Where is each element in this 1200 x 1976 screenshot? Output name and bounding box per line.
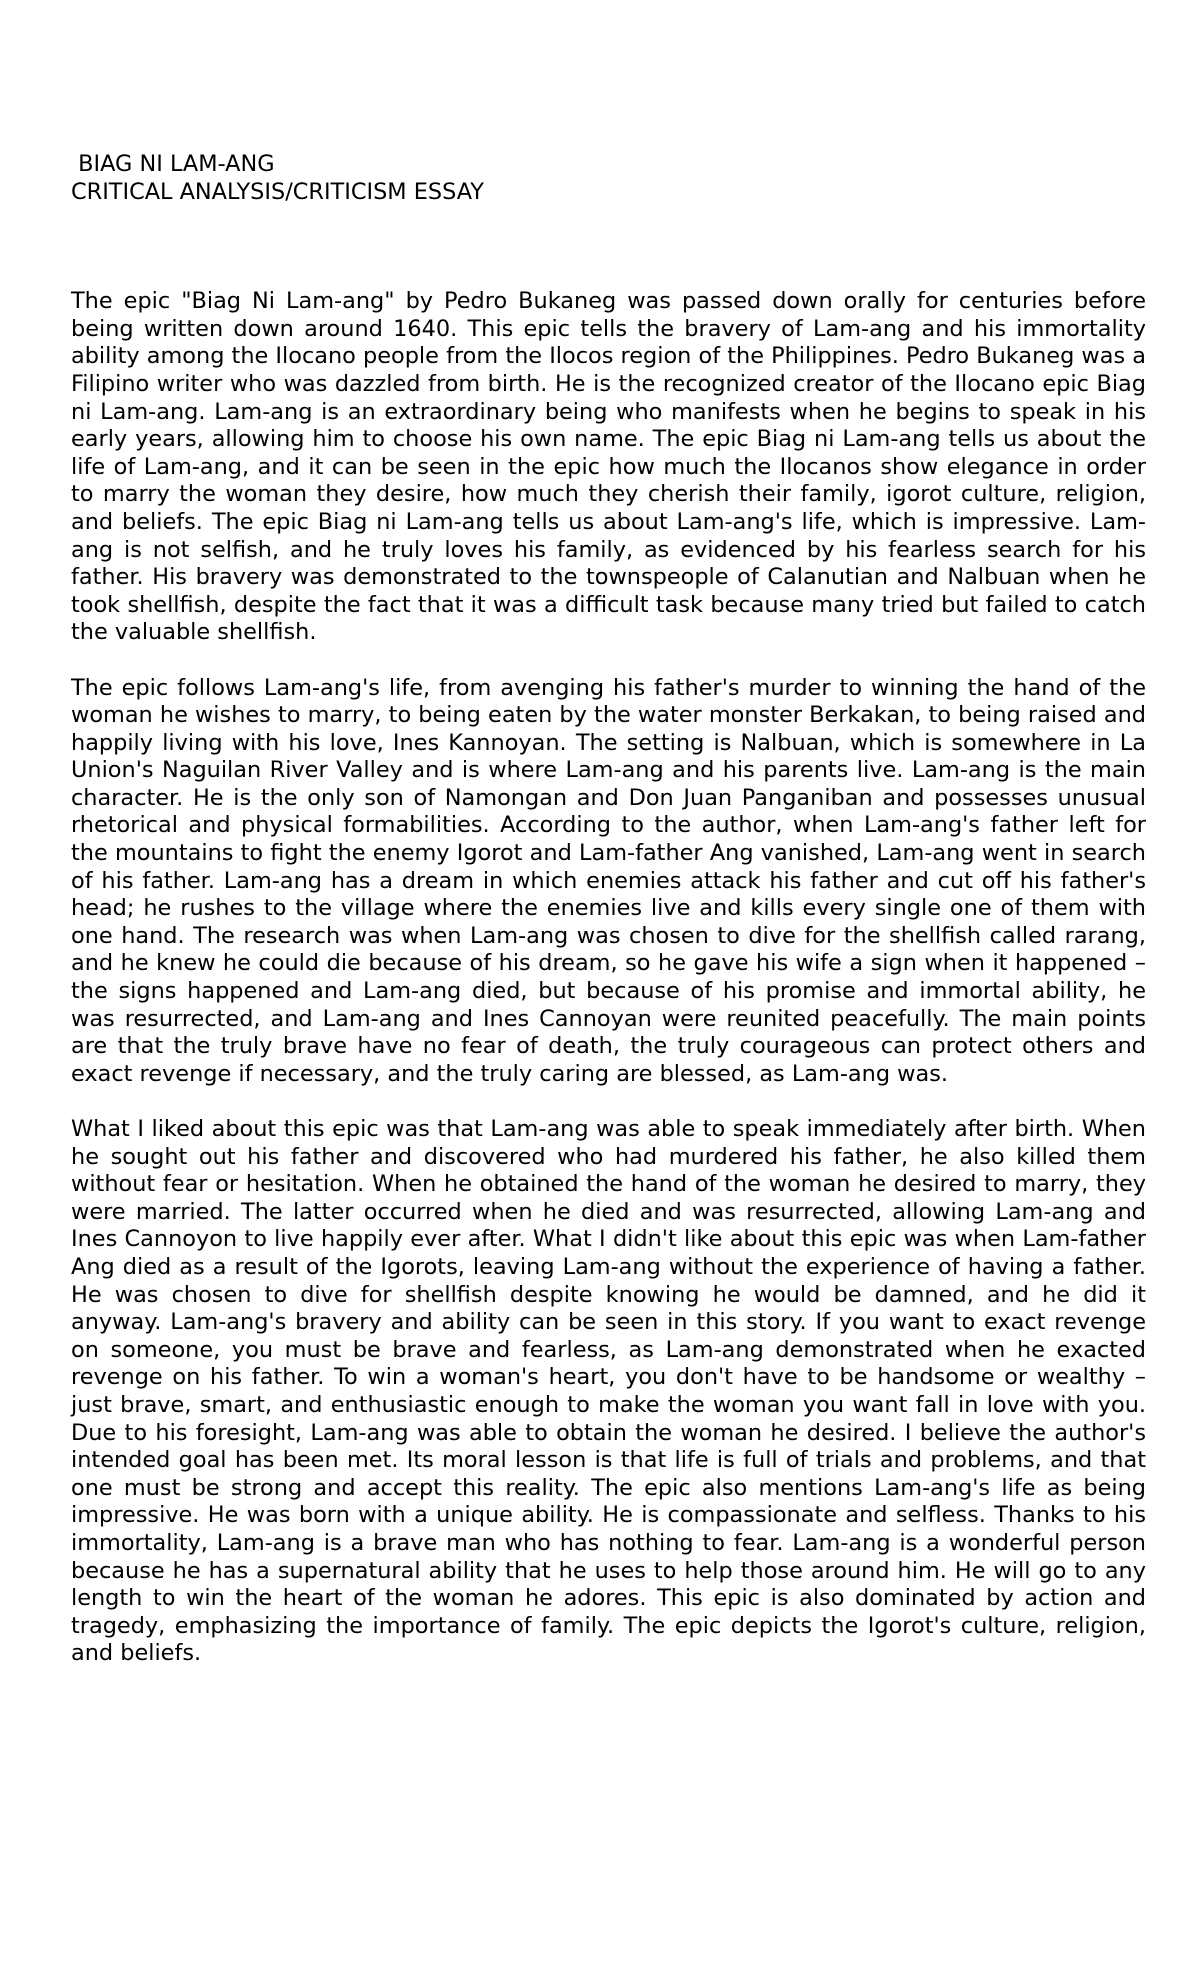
paragraph-2: The epic follows Lam-ang's life, from avenging his father's murder to winning the hand of the woman he wishes to marry, to being eaten by the water monster Berkakan, to being raised and happily living with his love, Ines Kannoyan. The setting is Nalbuan, which is somewhere in La Union's Naguilan River Valley and is where Lam-ang and his parents live. Lam-ang is the main character. He is the only son of Namongan and Don Juan Panganiban and possesses unusual rhetorical and physical formabilities. According to the author, when Lam-ang's father left for the mountains to fight the enemy Igorot and Lam-father Ang vanished, Lam-ang went in search of his father. Lam-ang has a dream in which enemies attack his father and cut off his father's head; he rushes to the village where the enemies live and kills every single one of them with one hand. The research was when Lam-ang was chosen to dive for the shellfish called rarang, and he knew he could die because of his dream, so he gave his wife a sign when it happened – the signs happened and Lam-ang died, but because of his promise and immortal ability, he was resurrected, and Lam-ang and Ines Cannoyan were reunited peacefully. The main points are that the truly brave have no fear of death, the truly courageous can protect others and exact revenge if necessary, and the truly caring are blessed, as Lam-ang was. bbox=[71, 674, 1146, 1087]
document-body bbox=[71, 288, 1146, 1668]
paragraph-3: What I liked about this epic was that Lam-ang was able to speak immediately after birth. When he sought out his father and discovered who had murdered his father, he also killed them without fear or hesitation. When he obtained the hand of the woman he desired to marry, they were married. The latter occurred when he died and was resurrected, allowing Lam-ang and Ines Cannoyon to live happily ever after. What I didn't like about this epic was when Lam-father Ang died as a result of the Igorots, leaving Lam-ang without the experience of having a father. He was chosen to dive for shellfish despite knowing he would be damned, and he did it anyway. Lam-ang's bravery and ability can be seen in this story. If you want to exact revenge on someone, you must be brave and fearless, as Lam-ang demonstrated when he exacted revenge on his father. To win a woman's heart, you don't have to be handsome or wealthy – just brave, smart, and enthusiastic enough to make the woman you want fall in love with you. Due to his foresight, Lam-ang was able to obtain the woman he desired. I believe the author's intended goal has been met. Its moral lesson is that life is full of trials and problems, and that one must be strong and accept this reality. The epic also mentions Lam-ang's life as being impressive. He was born with a unique ability. He is compassionate and selfless. Thanks to his immortality, Lam-ang is a brave man who has nothing to fear. Lam-ang is a wonderful person because he has a supernatural ability that he uses to help those around him. He will go to any length to win the heart of the woman he adores. This epic is also dominated by action and tragedy, emphasizing the importance of family. The epic depicts the Igorot's culture, religion, and beliefs. bbox=[71, 1116, 1146, 1667]
document-title: BIAG NI LAM-ANG bbox=[71, 151, 275, 177]
document-subtitle: CRITICAL ANALYSIS/CRITICISM ESSAY bbox=[71, 178, 484, 205]
paragraph-1: The epic "Biag Ni Lam-ang" by Pedro Bukaneg was passed down orally for centuries before being written down around 1640. This epic tells the bravery of Lam-ang and his immortality ability among the Ilocano people from the Ilocos region of the Philippines. Pedro Bukaneg was a Filipino writer who was dazzled from birth. He is the recognized creator of the Ilocano epic Biag ni Lam-ang. Lam-ang is an extraordinary being who manifests when he begins to speak in his early years, allowing him to choose his own name. The epic Biag ni Lam-ang tells us about the life of Lam-ang, and it can be seen in the epic how much the Ilocanos show elegance in order to marry the woman they desire, how much they cherish their family, igorot culture, religion, and beliefs. The epic Biag ni Lam-ang tells us about Lam-ang's life, which is impressive. Lam-ang is not selfish, and he truly loves his family, as evidenced by his fearless search for his father. His bravery was demonstrated to the townspeople of Calanutian and Nalbuan when he took shellfish, despite the fact that it was a difficult task because many tried but failed to catch the valuable shellfish. bbox=[71, 288, 1146, 646]
document-content bbox=[71, 151, 1146, 1668]
document-title-block bbox=[71, 151, 1146, 206]
